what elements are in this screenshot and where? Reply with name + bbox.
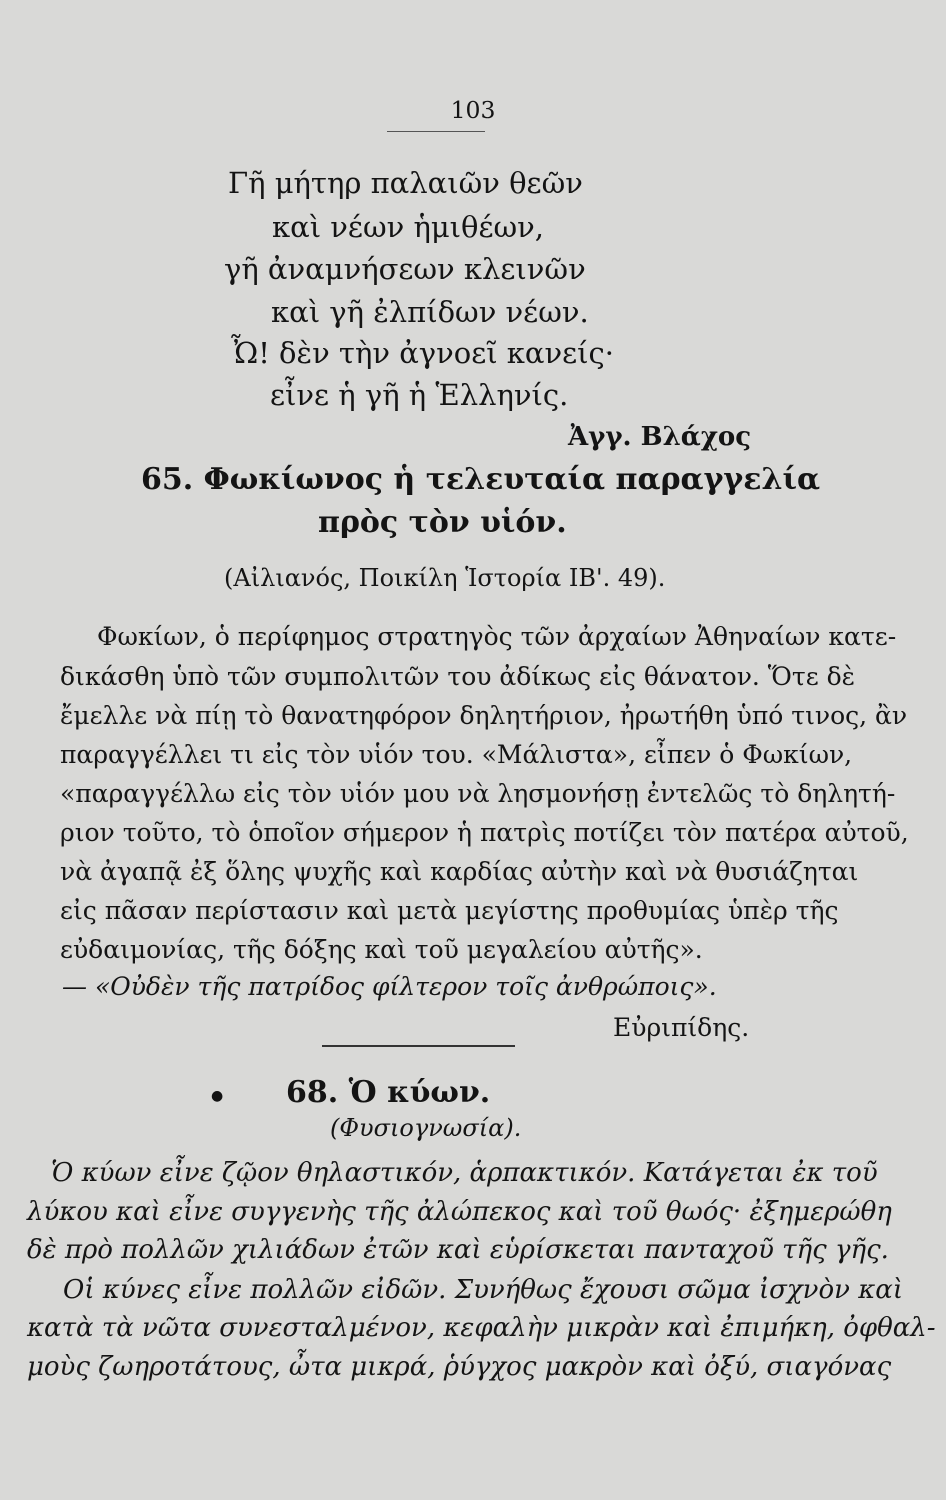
text-line: μοὺς ζωηροτάτους, ὦτα μικρά, ῥύγχος μακρὸν καὶ ὀξύ, σιαγόνας — [27, 1352, 892, 1382]
text-line: δὲ πρὸ πολλῶν χιλιάδων ἐτῶν καὶ εὑρίσκεται πανταχοῦ τῆς γῆς. — [27, 1235, 889, 1265]
page-number: 103 — [450, 96, 496, 124]
poem-author: Ἀγγ. Βλάχος — [568, 422, 752, 452]
quote-author: Εὐριπίδης. — [613, 1013, 750, 1042]
poem-line: καὶ γῆ ἐλπίδων νέων. — [271, 295, 589, 329]
poem-line: Ὦ! δὲν τὴν ἀγνοεῖ κανείς· — [231, 336, 615, 370]
header-rule — [387, 131, 485, 132]
poem-line: Γῆ μήτηρ παλαιῶν θεῶν — [228, 166, 583, 200]
text-line: εὐδαιμονίας, τῆς δόξης καὶ τοῦ μεγαλείου αὐτῆς». — [60, 935, 703, 964]
text-line: Ὁ κύων εἶνε ζῷον θηλαστικόν, ἁρπακτικόν. Κατάγεται ἐκ τοῦ — [51, 1158, 878, 1188]
quote: — «Οὐδὲν τῆς πατρίδος φίλτερον τοῖς ἀνθρώποις». — [62, 972, 717, 1001]
section-title: 68. Ὁ κύων. — [286, 1075, 491, 1110]
text-line: νὰ ἀγαπᾷ ἐξ ὅλης ψυχῆς καὶ καρδίας αὐτὴν καὶ νὰ θυσιάζηται — [60, 857, 859, 886]
text-line: λύκου καὶ εἶνε συγγενὴς τῆς ἀλώπεκος καὶ τοῦ θωός· ἐξημερώθη — [27, 1197, 892, 1227]
text-line: ριον τοῦτο, τὸ ὁποῖον σήμερον ἡ πατρὶς ποτίζει τὸν πατέρα αὐτοῦ, — [60, 818, 909, 847]
text-line: εἰς πᾶσαν περίστασιν καὶ μετὰ μεγίστης προθυμίας ὑπὲρ τῆς — [60, 896, 839, 925]
source-citation: (Αἰλιανός, Ποικίλη Ἱστορία ΙΒ'. 49). — [224, 564, 666, 592]
bullet-mark: ● — [211, 1088, 224, 1104]
section-divider — [322, 1045, 515, 1047]
poem-line: καὶ νέων ἡμιθέων, — [272, 210, 545, 244]
section-subtitle: (Φυσιογνωσία). — [330, 1114, 522, 1142]
text-line: Οἱ κύνες εἶνε πολλῶν εἰδῶν. Συνήθως ἔχουσι σῶμα ἰσχνὸν καὶ — [63, 1275, 904, 1305]
text-line: δικάσθη ὑπὸ τῶν συμπολιτῶν του ἀδίκως εἰς θάνατον. Ὅτε δὲ — [60, 662, 856, 691]
text-line: «παραγγέλλω εἰς τὸν υἱόν μου νὰ λησμονήσῃ ἐντελῶς τὸ δηλητή- — [60, 779, 896, 808]
text-line: παραγγέλλει τι εἰς τὸν υἱόν του. «Μάλιστα», εἶπεν ὁ Φωκίων, — [60, 740, 853, 769]
text-line: ἔμελλε νὰ πίῃ τὸ θανατηφόρον δηλητήριον, ἠρωτήθη ὑπό τινος, ἂν — [60, 701, 908, 730]
section-title: 65. Φωκίωνος ἡ τελευταία παραγγελία — [141, 462, 821, 497]
text-line: κατὰ τὰ νῶτα συνεσταλμένον, κεφαλὴν μικρὰν καὶ ἐπιμήκη, ὀφθαλ- — [27, 1313, 936, 1343]
poem-line: εἶνε ἡ γῆ ἡ Ἑλληνίς. — [270, 378, 569, 412]
poem-line: γῆ ἀναμνήσεων κλεινῶν — [224, 252, 586, 286]
section-title-continued: πρὸς τὸν υἱόν. — [318, 505, 567, 540]
text-line: Φωκίων, ὁ περίφημος στρατηγὸς τῶν ἀρχαίων Ἀθηναίων κατε- — [97, 622, 897, 651]
